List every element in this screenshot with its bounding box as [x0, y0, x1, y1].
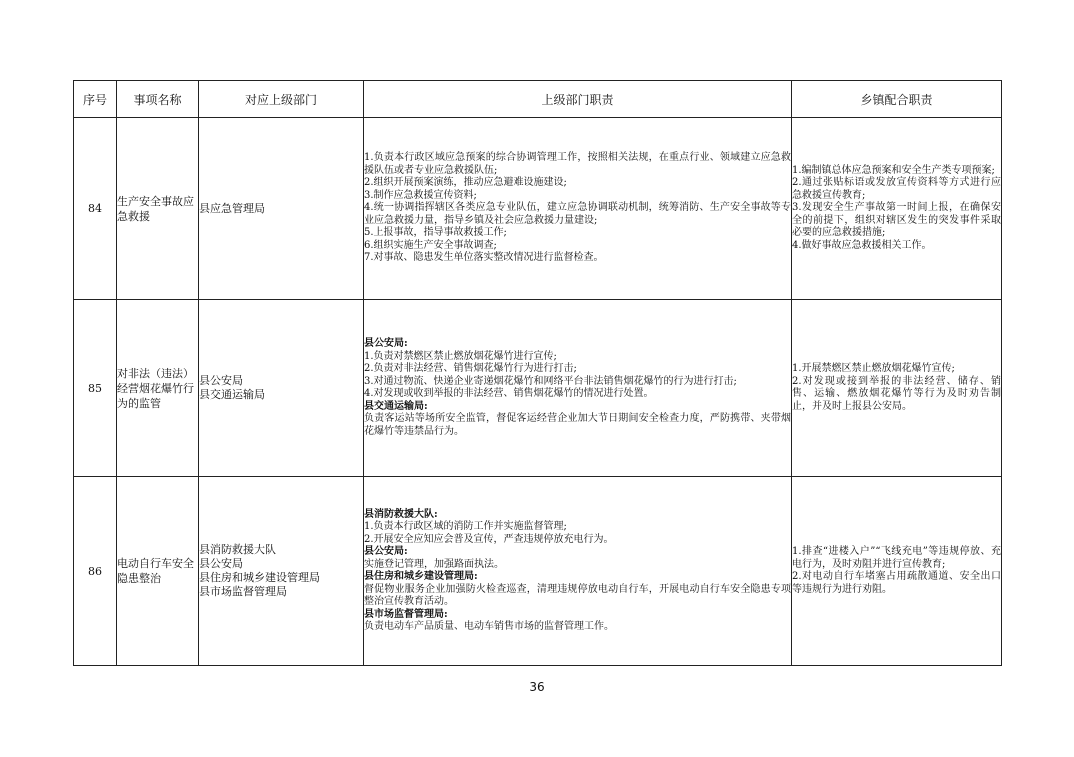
row-cooperation [792, 477, 1002, 666]
row-item-name: 生产安全事故应急救援 [117, 118, 199, 300]
table-row [74, 118, 1002, 300]
duty-subheading: 县公安局: [364, 546, 408, 557]
row-index: 86 [74, 477, 117, 666]
duty-line: 督促物业服务企业加强防火检查巡查，清理违规停放电动自行车，开展电动自行车安全隐患专项整治宣传教育活动。 [364, 583, 791, 607]
row-index: 85 [74, 300, 117, 477]
row-item-name: 电动自行车安全隐患整治 [117, 477, 199, 666]
coop-line: 1.排查“进楼入户”“飞线充电”等违规停放、充电行为，及时劝阻并进行宣传教育; [792, 546, 1001, 570]
duty-line: 4.统一协调指挥辖区各类应急专业队伍，建立应急协调联动机制，统筹消防、生产安全事故等专业应急救援力量，指导乡镇及社会应急救援力量建设; [364, 202, 791, 226]
department-name: 县交通运输局 [199, 388, 265, 401]
header-dept: 对应上级部门 [199, 81, 364, 118]
header-index: 序号 [74, 81, 117, 118]
duty-subheading: 县公安局: [364, 338, 408, 349]
duty-line: 负责电动车产品质量、电动车销售市场的监督管理工作。 [364, 621, 614, 632]
table-header-row [74, 81, 1002, 118]
row-cooperation [792, 118, 1002, 300]
duty-line: 4.对发现或收到举报的非法经营、销售烟花爆竹的情况进行处置。 [364, 388, 654, 399]
table-row [74, 477, 1002, 666]
row-departments [199, 118, 364, 300]
coop-line: 2.对发现或接到举报的非法经营、储存、销售、运输、燃放烟花爆竹等行为及时劝告制止，并及时上报县公安局。 [792, 375, 1001, 412]
duty-line: 1.负责本行政区域应急预案的综合协调管理工作，按照相关法规，在重点行业、领域建立应急救援队伍或者专业应急救援队伍; [364, 152, 791, 176]
coop-line: 1.编制镇总体应急预案和安全生产类专项预案; [792, 164, 995, 176]
responsibility-table [73, 80, 1002, 666]
coop-line: 2.对电动自行车堵塞占用疏散通道、安全出口等违规行为进行劝阻。 [792, 571, 1001, 595]
duty-line: 负责客运站等场所安全监管，督促客运经营企业加大节日期间安全检查力度，严防携带、夹带烟花爆竹等违禁品行为。 [364, 413, 791, 437]
department-name: 县应急管理局 [199, 201, 265, 215]
duty-subheading: 县市场监督管理局: [364, 608, 448, 620]
duty-line: 5.上报事故，指导事故救援工作; [364, 227, 507, 239]
row-duties [364, 118, 792, 300]
header-duty: 上级部门职责 [364, 81, 792, 118]
duty-line: 2.开展安全应知应会普及宣传，严查违规停放充电行为。 [364, 533, 614, 545]
department-name: 县消防救援大队 [199, 543, 276, 556]
department-name: 县住房和城乡建设管理局 [199, 571, 320, 584]
duty-line: 实施登记管理，加强路面执法。 [364, 558, 504, 570]
department-name: 县市场监督管理局 [199, 585, 287, 598]
row-departments [199, 300, 364, 477]
row-duties [364, 477, 792, 666]
duty-line: 2.负责对非法经营、销售烟花爆竹行为进行打击; [364, 363, 577, 374]
header-coop: 乡镇配合职责 [792, 81, 1002, 118]
row-cooperation [792, 300, 1002, 477]
coop-line: 4.做好事故应急救援相关工作。 [792, 239, 932, 251]
page-number: 36 [529, 680, 545, 694]
duty-line: 1.负责对禁燃区禁止燃放烟花爆竹进行宣传; [364, 350, 557, 362]
coop-line: 1.开展禁燃区禁止燃放烟花爆竹宣传; [792, 363, 955, 374]
row-index: 84 [74, 118, 117, 300]
duty-line: 3.制作应急救援宣传资料; [364, 189, 477, 201]
department-name: 县公安局 [199, 557, 243, 570]
row-item-name: 对非法（违法）经营烟花爆竹行为的监管 [117, 300, 199, 477]
header-item: 事项名称 [117, 81, 199, 118]
coop-line: 3.发现安全生产事故第一时间上报，在确保安全的前提下，组织对辖区发生的突发事件采取必要的应急救援措施; [792, 202, 1001, 239]
duty-line: 7.对事故、隐患发生单位落实整改情况进行监督检查。 [364, 252, 604, 264]
duty-subheading: 县交通运输局: [364, 400, 428, 412]
row-duties [364, 300, 792, 477]
department-name: 县公安局 [199, 374, 243, 387]
coop-line: 2.通过张贴标语或发放宣传资料等方式进行应急救援宣传教育; [792, 177, 1001, 201]
row-departments [199, 477, 364, 666]
duty-line: 1.负责本行政区域的消防工作并实施监督管理; [364, 521, 567, 532]
duty-line: 2.组织开展预案演练，推动应急避难设施建设; [364, 177, 567, 189]
duty-subheading: 县住房和城乡建设管理局: [364, 571, 478, 582]
table-row [74, 300, 1002, 477]
duty-subheading: 县消防救援大队: [364, 508, 438, 520]
duty-line: 6.组织实施生产安全事故调查; [364, 239, 497, 251]
duty-line: 3.对通过物流、快递企业寄递烟花爆竹和网络平台非法销售烟花爆竹的行为进行打击; [364, 375, 737, 387]
